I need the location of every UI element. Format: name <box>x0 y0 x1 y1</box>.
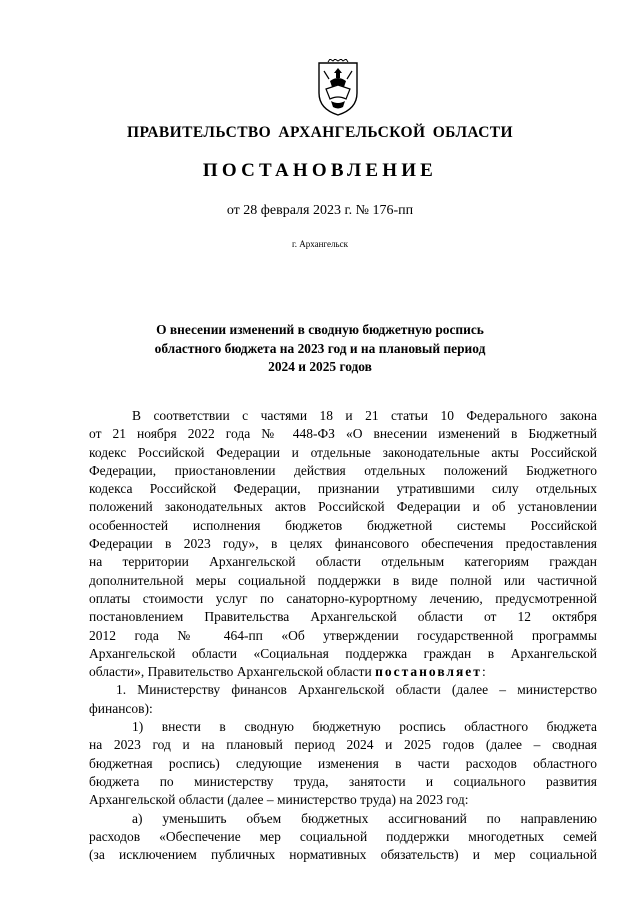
body-line: финансов): <box>89 700 153 716</box>
body-text: области», Правительство Архангельской области <box>89 664 372 680</box>
body-line: (за исключением публичных нормативных обязательств) и мер социальной <box>89 847 597 863</box>
body-line: Архангельской области «Социальная поддержка граждан в Архангельской <box>89 645 597 661</box>
body-line: Федерации, приостановлении действия отдельных положений Бюджетного <box>89 462 597 478</box>
document-title <box>0 321 640 377</box>
coat-of-arms-icon <box>316 59 360 117</box>
body-line: дополнительной меры социальной поддержки в виде полной или частичной <box>89 572 597 588</box>
body-line: В соответствии с частями 18 и 21 статьи 10 Федерального закона <box>132 408 597 423</box>
body-line: бюджета по министерству труда, занятости и социального развития <box>89 773 597 789</box>
resolution-word: постановляет <box>375 664 482 680</box>
body-line: бюджетная роспись) следующие изменения в части расходов областного <box>89 755 597 771</box>
body-line: 1) внести в сводную бюджетную роспись областного бюджета <box>132 719 597 735</box>
punctuation: : <box>481 664 486 680</box>
place: г. Архангельск <box>292 239 348 249</box>
body-line: Федерации в 2023 году», в целях финансового обеспечения предоставления <box>89 536 597 552</box>
body-line: расходов «Обеспечение мер социальной поддержки многодетных семей <box>89 828 597 844</box>
body-line: 2012 года № 464-пп «Об утверждении государственной программы <box>89 627 597 643</box>
date-number: от 28 февраля 2023 г. № 176-пп <box>226 203 414 218</box>
document-type: ПОСТАНОВЛЕНИЕ <box>202 160 438 181</box>
title-line: областного бюджета на 2023 год и на плановый период <box>154 340 486 356</box>
body-line: кодекс Российской Федерации и отдельные законодательные акты Российской <box>89 444 597 460</box>
body-line: кодекса Российской Федерации, признании утратившими силу отдельных <box>89 481 597 497</box>
title-line: О внесении изменений в сводную бюджетную роспись <box>156 322 484 337</box>
body-line: особенностей исполнения бюджетов бюджетной системы Российской <box>89 517 597 533</box>
body-line: оплаты стоимости услуг по санаторно-курортному лечению, предусмотренной <box>89 590 597 606</box>
body-line: на 2023 год и на плановый период 2024 и 2025 годов (далее – сводная <box>89 737 597 753</box>
body-line: на территории Архангельской области отдельным категориям граждан <box>89 554 597 570</box>
body-line: от 21 ноября 2022 года № 448-ФЗ «О внесении изменений в Бюджетный <box>89 426 597 442</box>
document-body <box>89 407 597 864</box>
body-line: 1. Министерству финансов Архангельской области (далее – министерство <box>116 682 597 698</box>
body-line: постановлением Правительства Архангельской области от 12 октября <box>89 609 597 625</box>
title-line: 2024 и 2025 годов <box>268 359 372 374</box>
body-line: положений законодательных актов Российской Федерации и об установлении <box>89 499 597 515</box>
body-line: Архангельской области (далее – министерство труда) на 2023 год: <box>89 792 469 808</box>
body-line <box>89 663 597 681</box>
government-name: ПРАВИТЕЛЬСТВО АРХАНГЕЛЬСКОЙ ОБЛАСТИ <box>126 124 513 141</box>
body-line: а) уменьшить объем бюджетных ассигнований по направлению <box>132 810 597 826</box>
